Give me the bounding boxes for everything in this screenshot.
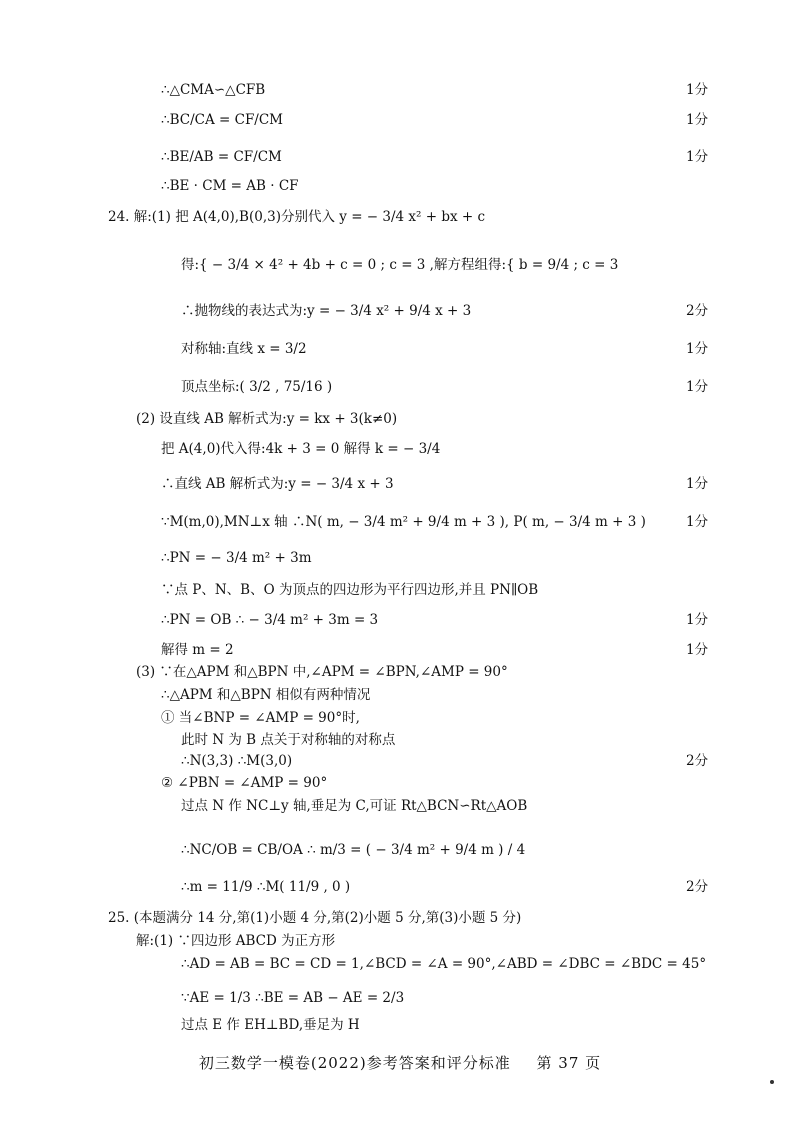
score-mark: 1分 xyxy=(686,642,709,658)
line-text: ∵M(m,0),MN⊥x 轴 ∴N( m, − 3/4 m² + 9/4 m + 3 ), P( m, − 3/4 m + 3 ) xyxy=(161,514,646,530)
line-text: 对称轴:直线 x = 3/2 xyxy=(181,341,307,357)
score-mark: 2分 xyxy=(686,753,709,769)
line-text: 解:(1) ∵四边形 ABCD 为正方形 xyxy=(136,933,336,949)
line-text: (3) ∵在△APM 和△BPN 中,∠APM = ∠BPN,∠AMP = 90° xyxy=(136,664,508,680)
line-text: ∴直线 AB 解析式为:y = − 3/4 x + 3 xyxy=(161,476,394,492)
line-text: ∵点 P、N、B、O 为顶点的四边形为平行四边形,并且 PN∥OB xyxy=(161,582,539,598)
line-text: 解得 m = 2 xyxy=(161,642,234,658)
line-text: ∴△CMA∽△CFB xyxy=(161,82,266,98)
line-text: ② ∠PBN = ∠AMP = 90° xyxy=(161,775,328,791)
score-mark: 1分 xyxy=(686,112,709,128)
line-text: 24. 解:(1) 把 A(4,0),B(0,3)分别代入 y = − 3/4 x² + bx + c xyxy=(108,209,486,225)
score-mark: 1分 xyxy=(686,149,709,165)
line-text: 过点 E 作 EH⊥BD,垂足为 H xyxy=(181,1017,360,1033)
line-text: ① 当∠BNP = ∠AMP = 90°时, xyxy=(161,710,360,726)
line-text: ∴BE · CM = AB · CF xyxy=(161,178,299,194)
line-text: ∴抛物线的表达式为:y = − 3/4 x² + 9/4 x + 3 xyxy=(181,303,472,319)
page-number: 第 37 页 xyxy=(536,1054,602,1072)
scan-speck xyxy=(770,1080,774,1084)
score-mark: 1分 xyxy=(686,82,709,98)
line-text: ∴PN = OB ∴ − 3/4 m² + 3m = 3 xyxy=(161,612,379,628)
score-mark: 2分 xyxy=(686,879,709,895)
footer-title: 初三数学一模卷(2022)参考答案和评分标准 xyxy=(198,1054,511,1072)
line-text: ∴BE/AB = CF/CM xyxy=(161,149,282,165)
line-text: ∵AE = 1/3 ∴BE = AB − AE = 2/3 xyxy=(181,990,405,1006)
line-text: 25. (本题满分 14 分,第(1)小题 4 分,第(2)小题 5 分,第(3)小题 5 分) xyxy=(108,910,522,926)
score-mark: 1分 xyxy=(686,612,709,628)
line-text: ∴N(3,3) ∴M(3,0) xyxy=(181,753,293,769)
line-text: ∴BC/CA = CF/CM xyxy=(161,112,284,128)
line-text: ∴△APM 和△BPN 相似有两种情况 xyxy=(161,687,371,703)
line-text: (2) 设直线 AB 解析式为:y = kx + 3(k≠0) xyxy=(136,411,398,427)
line-text: ∴m = 11/9 ∴M( 11/9 , 0 ) xyxy=(181,879,351,895)
score-mark: 1分 xyxy=(686,379,709,395)
line-text: ∴AD = AB = BC = CD = 1,∠BCD = ∠A = 90°,∠ABD = ∠DBC = ∠BDC = 45° xyxy=(181,956,707,972)
page-footer xyxy=(0,1052,800,1073)
score-mark: 2分 xyxy=(686,303,709,319)
line-text: 此时 N 为 B 点关于对称轴的对称点 xyxy=(181,732,396,748)
line-text: 顶点坐标:( 3/2 , 75/16 ) xyxy=(181,379,333,395)
score-mark: 1分 xyxy=(686,514,709,530)
line-text: 得:{ − 3/4 × 4² + 4b + c = 0 ; c = 3 ,解方程组得:{ b = 9/4 ; c = 3 xyxy=(181,257,619,273)
line-text: ∴PN = − 3/4 m² + 3m xyxy=(161,550,312,566)
line-text: ∴NC/OB = CB/OA ∴ m/3 = ( − 3/4 m² + 9/4 m ) / 4 xyxy=(181,842,526,858)
score-mark: 1分 xyxy=(686,476,709,492)
line-text: 把 A(4,0)代入得:4k + 3 = 0 解得 k = − 3/4 xyxy=(161,441,441,457)
score-mark: 1分 xyxy=(686,341,709,357)
line-text: 过点 N 作 NC⊥y 轴,垂足为 C,可证 Rt△BCN∽Rt△AOB xyxy=(181,798,528,814)
